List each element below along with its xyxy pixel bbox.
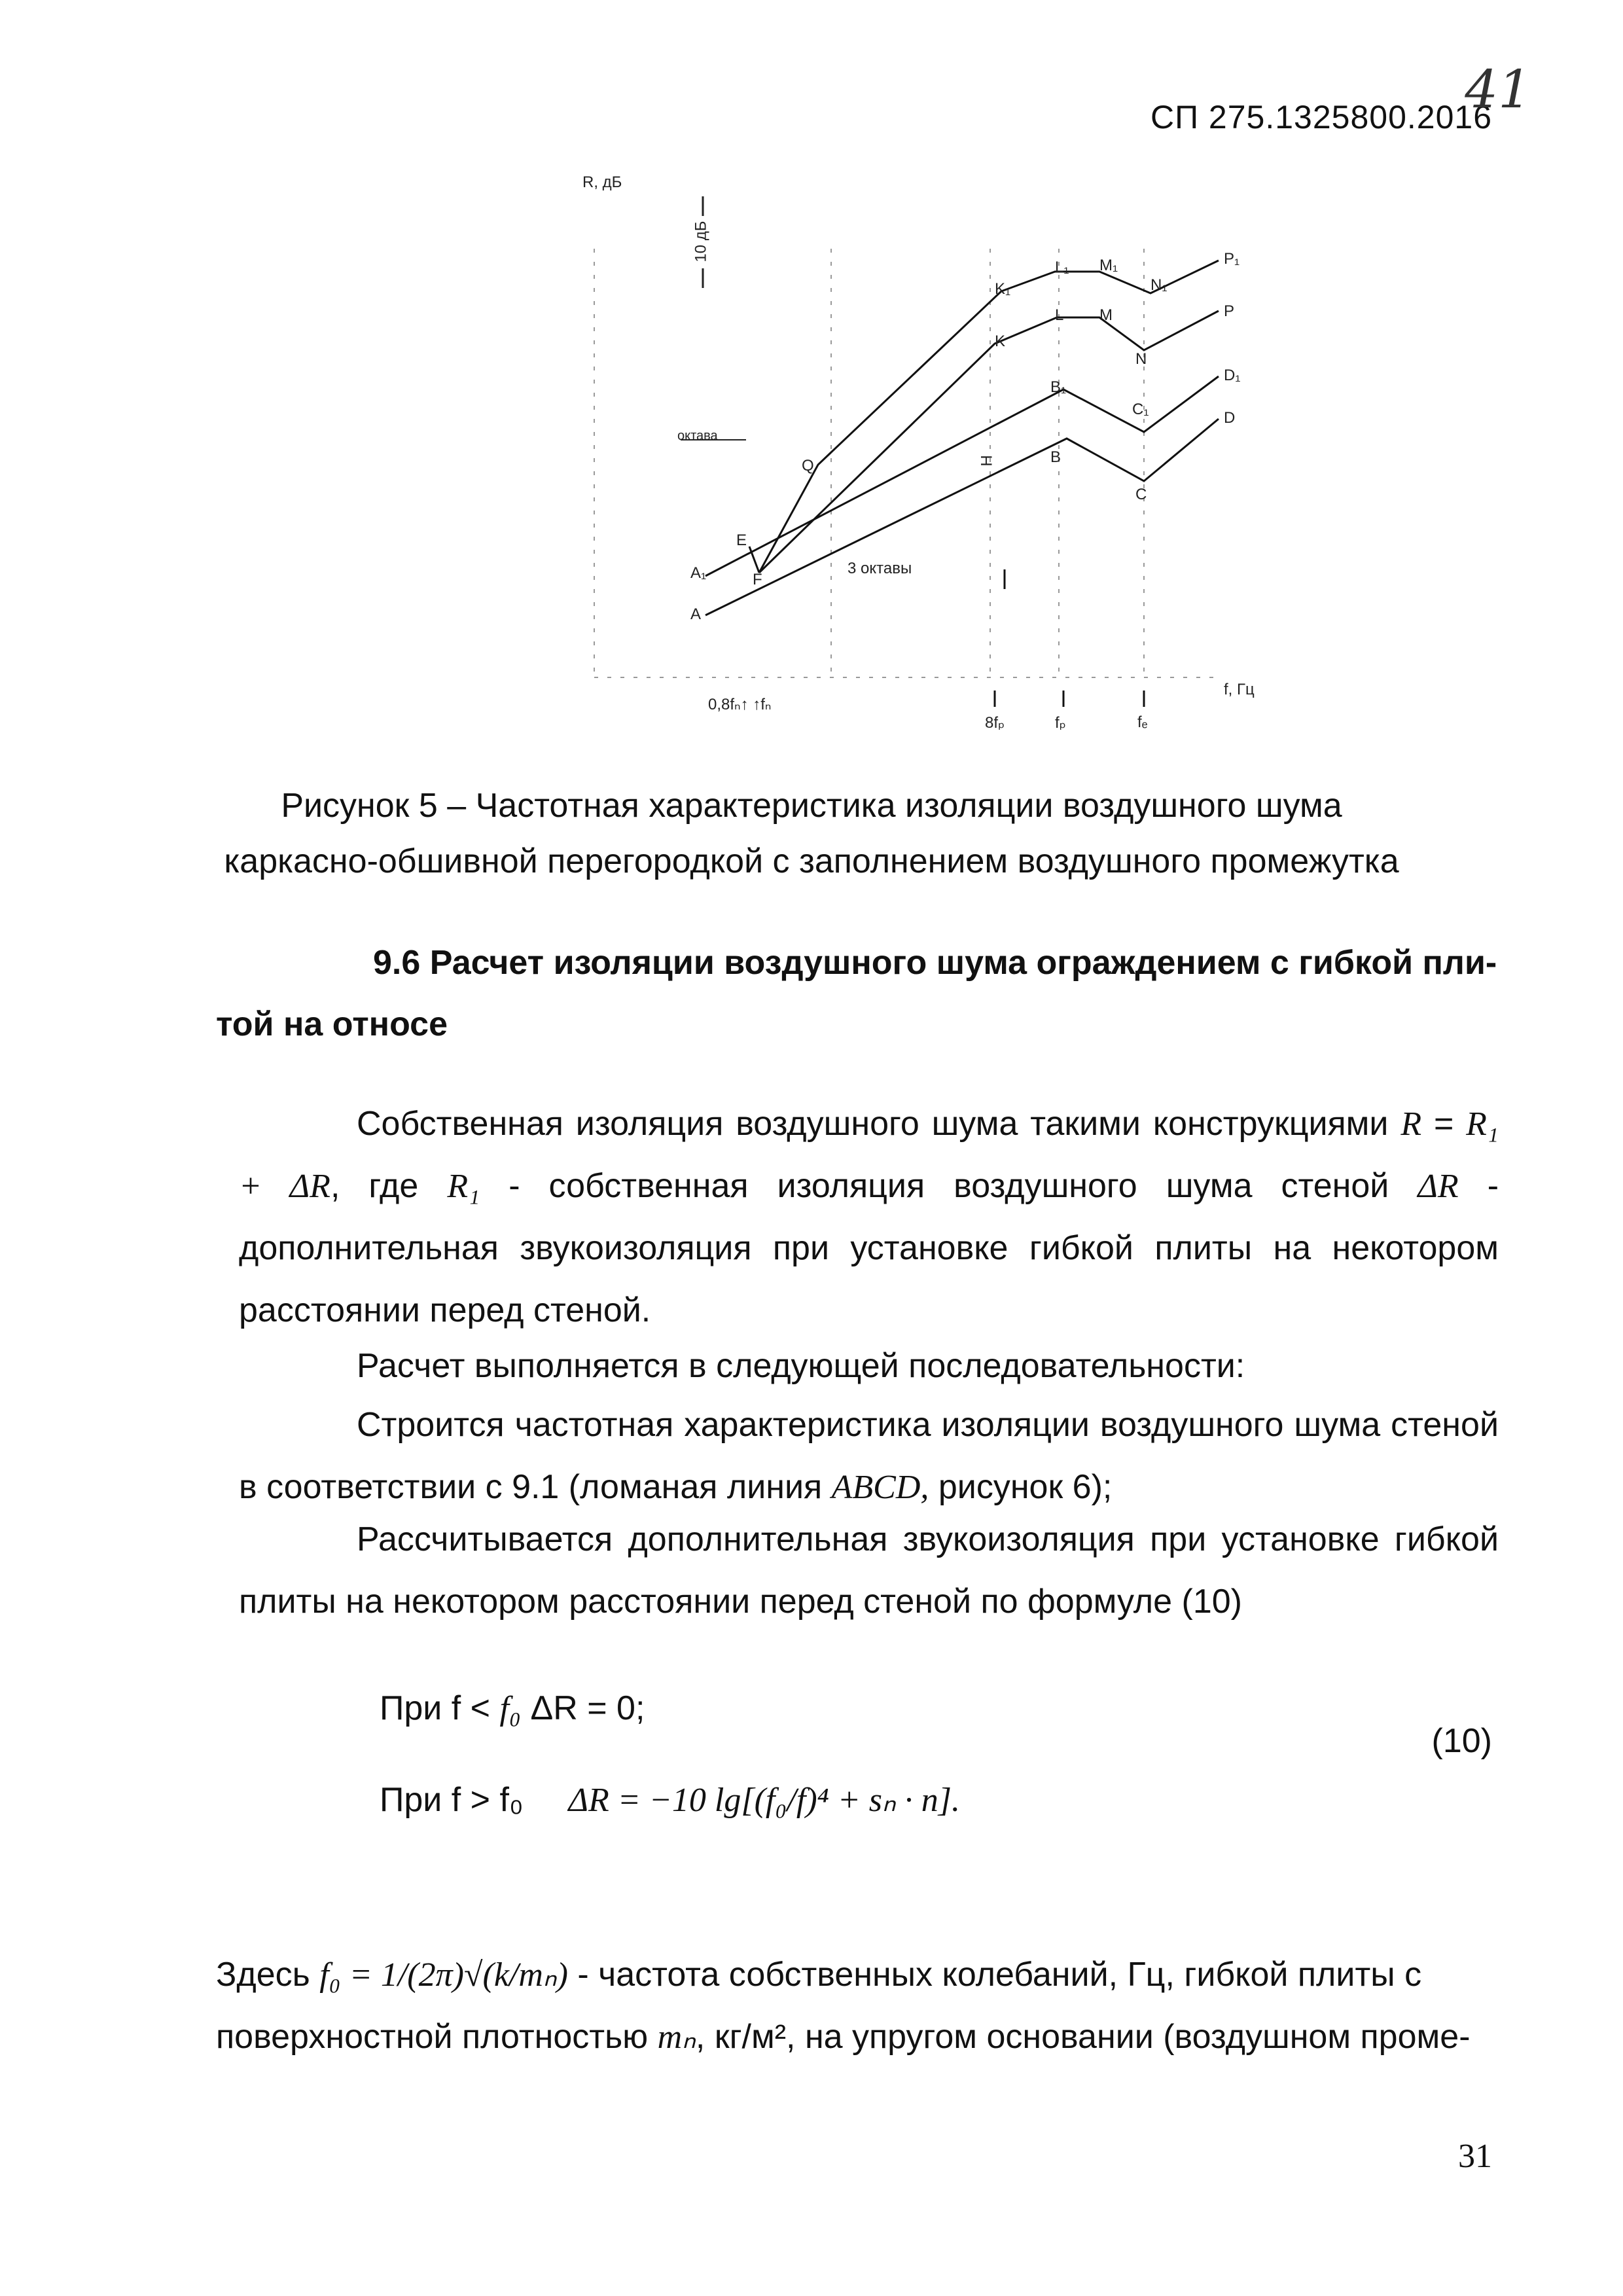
handwritten-page-mark: 41 <box>1465 59 1531 120</box>
paragraph-3 <box>239 1394 1499 1518</box>
point-P: P <box>1224 302 1235 320</box>
label-fp: fₚ <box>1055 714 1066 732</box>
paragraph-5-line2 <box>216 2006 1499 2068</box>
equation-number: (10) <box>1431 1722 1492 1760</box>
line-FKLMNP <box>759 311 1219 573</box>
point-N1: N₁ <box>1150 276 1168 294</box>
paragraph-1-text-e: - дополнительная звукоизоляция при установке гибкой плиты на некотором расстоянии перед стеной. <box>239 1167 1499 1329</box>
paragraph-3-abcd: ABCD, <box>831 1469 929 1506</box>
page-header-code: СП 275.1325800.2016 <box>1150 99 1492 135</box>
point-M: M <box>1099 306 1113 324</box>
section-heading-line1: 9.6 Расчет изоляции воздушного шума ограждением с гибкой пли- <box>373 944 1497 982</box>
paragraph-3-text-a: Строится частотная характеристика изоляции воздушного шума стеной в соответствии с 9.1 (ломаная линия <box>239 1406 1499 1506</box>
line-ABCD <box>705 419 1219 615</box>
label-f-bottom-left: 0,8fₙ↑ ↑fₙ <box>708 696 772 713</box>
paragraph-1-text-c: , где <box>330 1167 448 1205</box>
point-L1: L₁ <box>1055 259 1069 276</box>
paragraph-3-text-b: рисунок 6); <box>929 1468 1113 1506</box>
point-P1: P₁ <box>1224 250 1240 268</box>
point-A: A <box>690 605 702 623</box>
point-C: C <box>1135 486 1147 503</box>
paragraph-5-text-a: Здесь <box>216 1956 320 1994</box>
formula-line-1-text-a: При f < <box>380 1689 500 1727</box>
label-x-axis: f, Гц <box>1224 681 1255 698</box>
label-fc: fₑ <box>1137 713 1148 731</box>
point-D1: D₁ <box>1224 367 1241 384</box>
point-N: N <box>1135 350 1147 368</box>
paragraph-1-R1: R₁ <box>447 1168 480 1205</box>
paragraph-4: Рассчитывается дополнительная звукоизоляция при установке гибкой плиты на некотором расстоянии перед стеной по формуле (10) <box>239 1520 1499 1621</box>
formula-line-1-f0: f₀ <box>499 1690 522 1727</box>
frequency-response-diagram <box>0 0 1623 753</box>
paragraph-1-text-d: - собственная изоляция воздушного шума стеной <box>480 1167 1418 1205</box>
paragraph-1-dR: ΔR <box>1418 1168 1459 1205</box>
paragraph-5-text-b: - частота собственных колебаний, Гц, гибкой плиты с <box>567 1956 1422 1994</box>
paragraph-2: Расчет выполняется в следующей последовательности: <box>357 1347 1245 1385</box>
point-D: D <box>1224 409 1236 427</box>
point-F: F <box>753 571 762 588</box>
point-K: K <box>995 332 1006 350</box>
section-heading <box>216 933 1499 1055</box>
point-B1: B₁ <box>1050 378 1067 396</box>
point-E: E <box>736 531 747 549</box>
paragraph-1-text-a: Собственная изоляция воздушного шума такими конструкциями <box>357 1105 1401 1143</box>
point-B: B <box>1050 448 1061 466</box>
point-C1: C₁ <box>1132 401 1149 418</box>
figure-5 <box>0 0 1623 753</box>
figure-caption-line2: каркасно-обшивной перегородкой с заполнением воздушного промежутка <box>224 842 1399 880</box>
label-8fp: 8fₚ <box>985 714 1005 732</box>
paragraph-5-mn: mₙ <box>657 2018 696 2056</box>
paragraph-5-text-d: , кг/м², на упругом основании (воздушном проме- <box>695 2018 1471 2056</box>
point-M1: M₁ <box>1099 257 1118 274</box>
paragraph-1-text-b: = <box>1421 1105 1467 1143</box>
figure-caption-line1: Рисунок 5 – Частотная характеристика изоляции воздушного шума <box>281 787 1342 825</box>
point-L: L <box>1055 306 1064 324</box>
line-FQK1L1M1N1P1 <box>759 260 1219 573</box>
paragraph-5-formula: f₀ = 1/(2π)√(k/mₙ) <box>319 1956 568 1994</box>
page-number: 31 <box>1458 2138 1492 2175</box>
point-A1: A₁ <box>690 564 707 582</box>
point-Q: Q <box>802 457 814 475</box>
label-10db: 10 дБ <box>692 221 710 262</box>
paragraph-1-formula: R₁ + ΔR <box>239 1105 1499 1205</box>
formula-line-2-text-a: При f > f₀ <box>380 1781 524 1819</box>
formula-line-1-text-b: ΔR = 0; <box>521 1689 645 1727</box>
point-K1: K₁ <box>995 280 1011 298</box>
section-heading-line2: той на относе <box>216 1005 448 1043</box>
paragraph-1-R: R <box>1400 1105 1422 1143</box>
label-y-axis: R, дБ <box>582 173 622 191</box>
label-H: H <box>978 455 996 467</box>
formula-line-2-expression: ΔR = −10 lg[(f₀/f)⁴ + sₙ · n]. <box>568 1782 960 1819</box>
formula-line-2 <box>380 1780 960 1820</box>
label-three-octaves: 3 октавы <box>847 560 912 577</box>
label-octave: октава <box>677 429 718 443</box>
formula-line-1 <box>380 1689 645 1728</box>
paragraph-5-text-c: поверхностной плотностью <box>216 2018 658 2056</box>
paragraph-5-line1 <box>216 1944 1499 2006</box>
paragraph-1 <box>239 1093 1499 1342</box>
